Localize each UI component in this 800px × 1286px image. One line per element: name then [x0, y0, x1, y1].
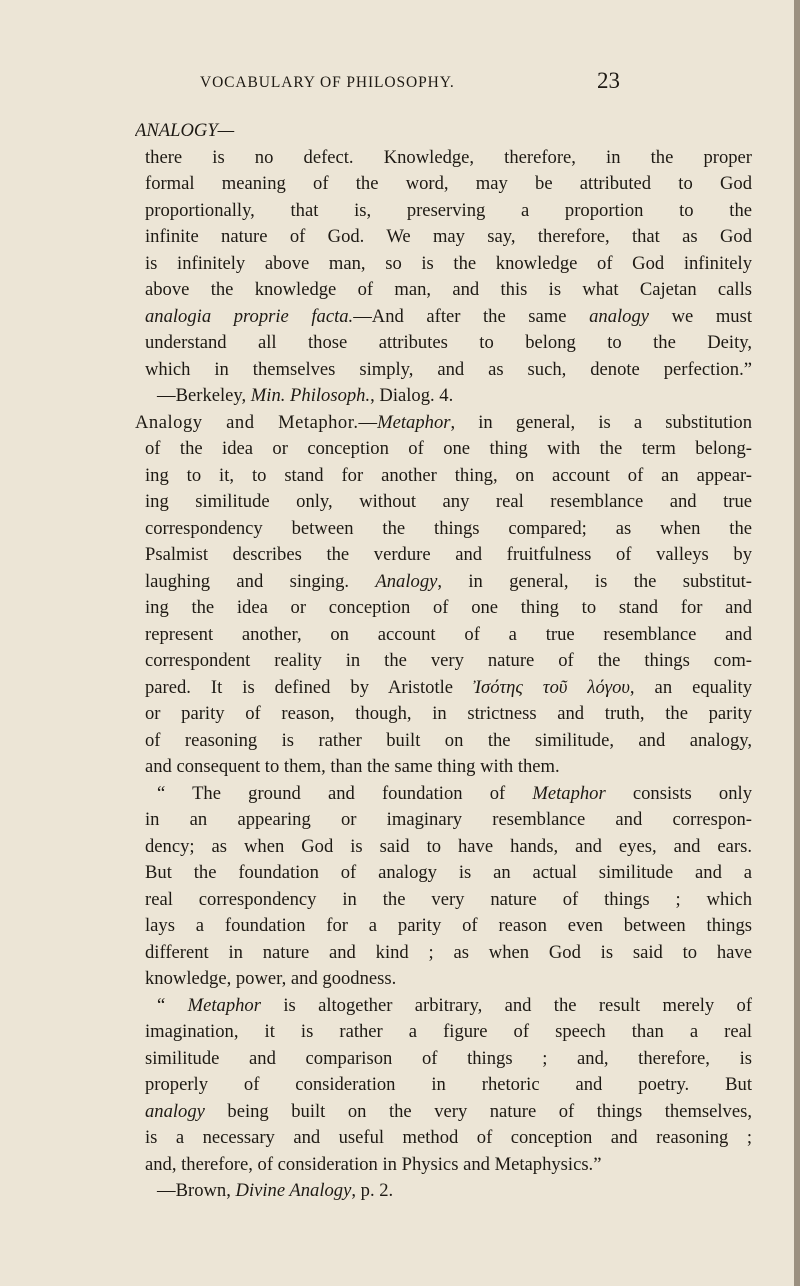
text-line: imagination, it is rather a figure of speech than a real: [145, 1021, 752, 1042]
text-line: pared. It is defined by Aristotle Ἰσότης τοῦ λόγου, an equality: [145, 676, 752, 698]
headword: Analogy and Metaphor.: [135, 411, 359, 433]
text-line: laughing and singing. Analogy, in general, is the substitut-: [145, 570, 752, 592]
citation-line: —Brown, Divine Analogy, p. 2.: [157, 1180, 394, 1201]
page-edge: [794, 0, 800, 1286]
text-line: correspondent reality in the very nature of the things com-: [145, 650, 752, 671]
quote-line: “ Metaphor is altogether arbitrary, and the result merely of: [157, 994, 752, 1016]
text-line: analogy being built on the very nature of things themselves,: [145, 1100, 752, 1122]
page-header: [200, 68, 620, 100]
text-line: or parity of reason, though, in strictness and truth, the parity: [145, 703, 752, 724]
page-number: 23: [597, 68, 620, 93]
text-line: of reasoning is rather built on the similitude, and analogy,: [145, 729, 752, 751]
text-line: represent another, on account of a true resemblance and: [145, 623, 752, 645]
text-line: formal meaning of the word, may be attributed to God: [145, 173, 752, 194]
entry-headword: ANALOGY—: [135, 120, 235, 141]
text-line: is a necessary and useful method of conception and reasoning ;: [145, 1127, 752, 1148]
running-title: VOCABULARY OF PHILOSOPHY.: [200, 74, 455, 91]
text-line: similitude and comparison of things ; and, therefore, is: [145, 1047, 752, 1069]
text-line: different in nature and kind ; as when God is said to have: [145, 941, 752, 963]
text-line: But the foundation of analogy is an actual similitude and a: [145, 862, 752, 883]
greek-phrase: Ἰσότης τοῦ λόγου: [473, 676, 630, 698]
text-line: ing similitude only, without any real resemblance and true: [145, 491, 752, 512]
entry-text: [135, 118, 752, 1205]
text-line: real correspondency in the very nature of things ; which: [145, 888, 752, 910]
text-line: and consequent to them, than the same thing with them.: [145, 756, 560, 777]
text-line: proportionally, that is, preserving a proportion to the: [145, 199, 752, 221]
text-line: and, therefore, of consideration in Physics and Metaphysics.”: [145, 1153, 602, 1175]
citation-line: —Berkeley, Min. Philosoph., Dialog. 4.: [157, 385, 454, 406]
text-line: of the idea or conception of one thing with the term belong-: [145, 438, 752, 459]
text-line: in an appearing or imaginary resemblance and correspon-: [145, 809, 752, 830]
text-line: understand all those attributes to belong to the Deity,: [145, 332, 752, 353]
text-line: ing the idea or conception of one thing to stand for and: [145, 597, 752, 618]
text-line: is infinitely above man, so is the knowledge of God infinitely: [145, 252, 752, 274]
entry-headword-line: Analogy and Metaphor.—Metaphor, in general, is a substitution: [135, 411, 752, 433]
text-line: analogia proprie facta.—And after the same analogy we must: [145, 305, 752, 327]
text-line: lays a foundation for a parity of reason even between things: [145, 915, 752, 936]
text-line: properly of consideration in rhetoric and poetry. But: [145, 1074, 752, 1095]
text-line: there is no defect. Knowledge, therefore, in the proper: [145, 146, 752, 168]
text-line: ing to it, to stand for another thing, on account of an appear-: [145, 464, 752, 486]
text-line: Psalmist describes the verdure and fruitfulness of valleys by: [145, 544, 752, 565]
text-line: dency; as when God is said to have hands, and eyes, and ears.: [145, 835, 752, 857]
quote-line: “ The ground and foundation of Metaphor consists only: [157, 782, 752, 804]
text-line: correspondency between the things compared; as when the: [145, 517, 752, 539]
text-line: above the knowledge of man, and this is what Cajetan calls: [145, 279, 752, 300]
text-line: infinite nature of God. We may say, therefore, that as God: [145, 226, 752, 247]
text-line: which in themselves simply, and as such, denote perfection.”: [145, 358, 752, 380]
text-line: knowledge, power, and goodness.: [145, 968, 397, 989]
